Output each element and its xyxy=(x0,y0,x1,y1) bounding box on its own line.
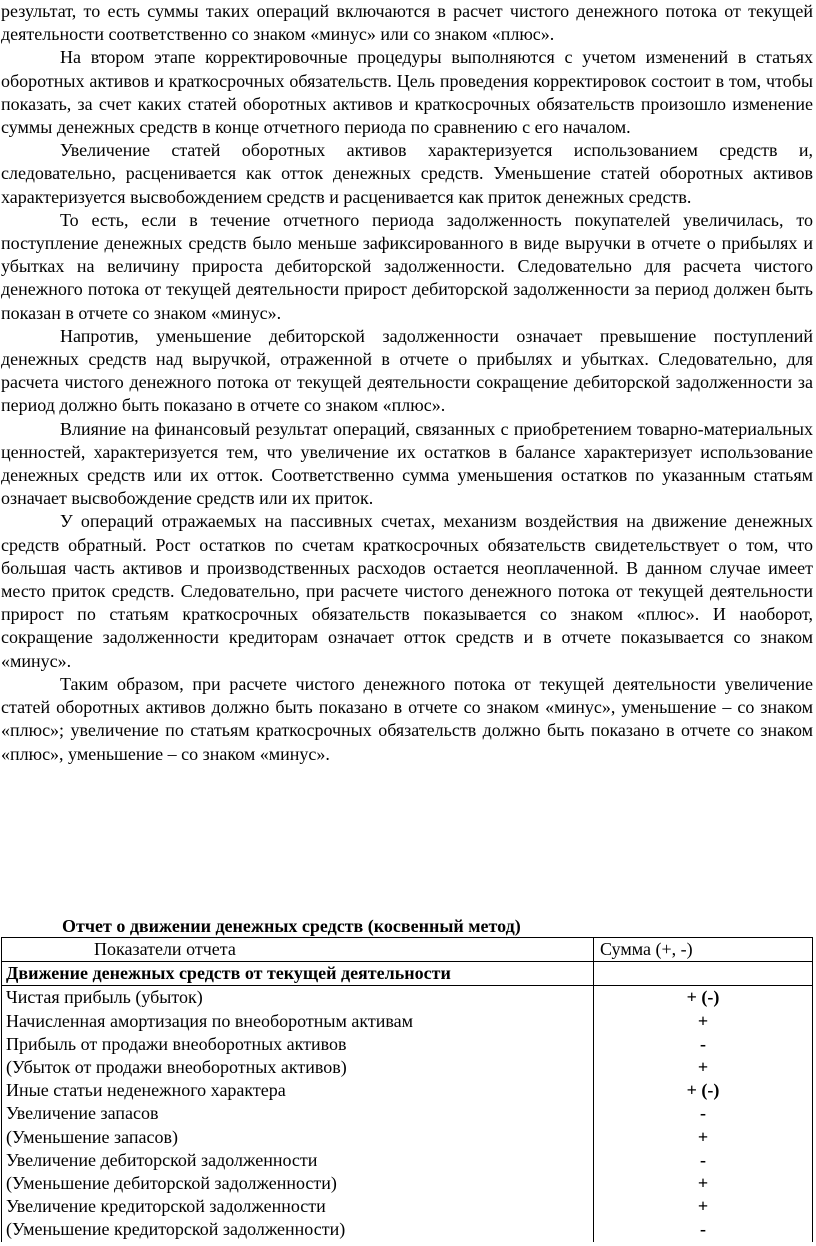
section-row xyxy=(2,962,813,986)
row-sum-cell: - xyxy=(594,1033,813,1056)
table-row xyxy=(2,1056,813,1079)
table-row xyxy=(2,986,813,1010)
paragraph: То есть, если в течение отчетного периода задолженность покупателей увеличилась, то поступление денежных средств было меньше зафиксированного в виде выручки в отчете о прибылях и убытках на величину прироста дебиторской задолженности. Следовательно для расчета чистого денежного потока от текущей деятельности прирост дебиторской задолженности за период должен быть показан в отчете со знаком «минус». xyxy=(1,209,813,323)
row-name-cell: Иные статьи неденежного характера xyxy=(2,1079,594,1102)
cash-flow-report-table xyxy=(1,937,813,1242)
paragraph: У операций отражаемых на пассивных счетах, механизм воздействия на движение денежных средств обратный. Рост остатков по счетам краткосрочных обязательств свидетельствует о том, что большая часть активов и производственных расходов остается неоплаченной. В данном случае имеет место приток средств. Следовательно, при расчете чистого денежного потока от текущей деятельности прирост по статьям краткосрочных обязательств показывается со знаком «плюс». И наоборот, сокращение задолженности кредиторам означает отток средств и в отчете показывается со знаком «минус». xyxy=(1,511,813,671)
section-title-cell: Движение денежных средств от текущей деятельности xyxy=(2,962,594,986)
table-row xyxy=(2,1010,813,1033)
table-row xyxy=(2,1149,813,1172)
table-row xyxy=(2,1102,813,1125)
row-name-cell: Увеличение дебиторской задолженности xyxy=(2,1149,594,1172)
row-name-cell: Увеличение запасов xyxy=(2,1102,594,1125)
report-title: Отчет о движении денежных средств (косвенный метод) xyxy=(62,916,521,936)
table-row xyxy=(2,1033,813,1056)
row-sum-cell: + (-) xyxy=(594,1079,813,1102)
paragraph: Напротив, уменьшение дебиторской задолженности означает превышение поступлений денежных средств над выручкой, отраженной в отчете о прибылях и убытках. Следовательно, для расчета чистого денежного потока от текущей деятельности сокращение дебиторской задолженности за период должно быть показано в отчете со знаком «плюс». xyxy=(1,325,813,416)
body-text xyxy=(1,0,813,766)
row-name-cell: Прибыль от продажи внеоборотных активов xyxy=(2,1033,594,1056)
table-row xyxy=(2,1195,813,1218)
row-sum-cell: + xyxy=(594,1010,813,1033)
row-name-cell: (Убыток от продажи внеоборотных активов) xyxy=(2,1056,594,1079)
paragraph: Таким образом, при расчете чистого денежного потока от текущей деятельности увеличение статей оборотных активов должно быть показано в отчете со знаком «минус», уменьшение – со знаком «плюс»; увеличение по статьям краткосрочных обязательств должно быть показано в отчете со знаком «плюс», уменьшение – со знаком «минус». xyxy=(1,673,813,764)
row-name-cell: Увеличение кредиторской задолженности xyxy=(2,1195,594,1218)
row-sum-cell: + (-) xyxy=(594,986,813,1010)
table-row xyxy=(2,1172,813,1195)
row-sum-cell: + xyxy=(594,1056,813,1079)
row-name-cell: (Уменьшение дебиторской задолженности) xyxy=(2,1172,594,1195)
paragraph: На втором этапе корректировочные процедуры выполняются с учетом изменений в статьях оборотных активов и краткосрочных обязательств. Цель проведения корректировок состоит в том, чтобы показать, за счет каких статей оборотных активов и краткосрочных обязательств произошло изменение суммы денежных средств в конце отчетного периода по сравнению с его началом. xyxy=(1,47,813,138)
header-name-cell: Показатели отчета xyxy=(2,938,594,962)
table-row xyxy=(2,1218,813,1241)
paragraph: результат, то есть суммы таких операций включаются в расчет чистого денежного потока от текущей деятельности соответственно со знаком «минус» или со знаком «плюс». xyxy=(1,1,813,45)
row-name-cell: (Уменьшение запасов) xyxy=(2,1126,594,1149)
header-sum-cell: Сумма (+, -) xyxy=(594,938,813,962)
row-name-cell: Чистая прибыль (убыток) xyxy=(2,986,594,1010)
row-sum-cell: - xyxy=(594,1149,813,1172)
table-row xyxy=(2,1079,813,1102)
row-sum-cell: - xyxy=(594,1102,813,1125)
paragraph: Увеличение статей оборотных активов характеризуется использованием средств и, следовательно, расценивается как отток денежных средств. Уменьшение статей оборотных активов характеризуется высвобождением средств и расценивается как приток денежных средств. xyxy=(1,140,813,207)
paragraph: Влияние на финансовый результат операций, связанных с приобретением товарно-материальных ценностей, характеризуется тем, что увеличение их остатков в балансе характеризует использование денежных средств или их отток. Соответственно сумма уменьшения остатков по указанным статьям означает высвобождение средств или их приток. xyxy=(1,418,813,509)
row-sum-cell: - xyxy=(594,1218,813,1241)
row-sum-cell: + xyxy=(594,1195,813,1218)
row-name-cell: Начисленная амортизация по внеоборотным активам xyxy=(2,1010,594,1033)
row-sum-cell: + xyxy=(594,1172,813,1195)
section-sum-cell xyxy=(594,962,813,986)
table-row xyxy=(2,1126,813,1149)
row-sum-cell: + xyxy=(594,1126,813,1149)
table-header-row xyxy=(2,938,813,962)
row-name-cell: (Уменьшение кредиторской задолженности) xyxy=(2,1218,594,1241)
